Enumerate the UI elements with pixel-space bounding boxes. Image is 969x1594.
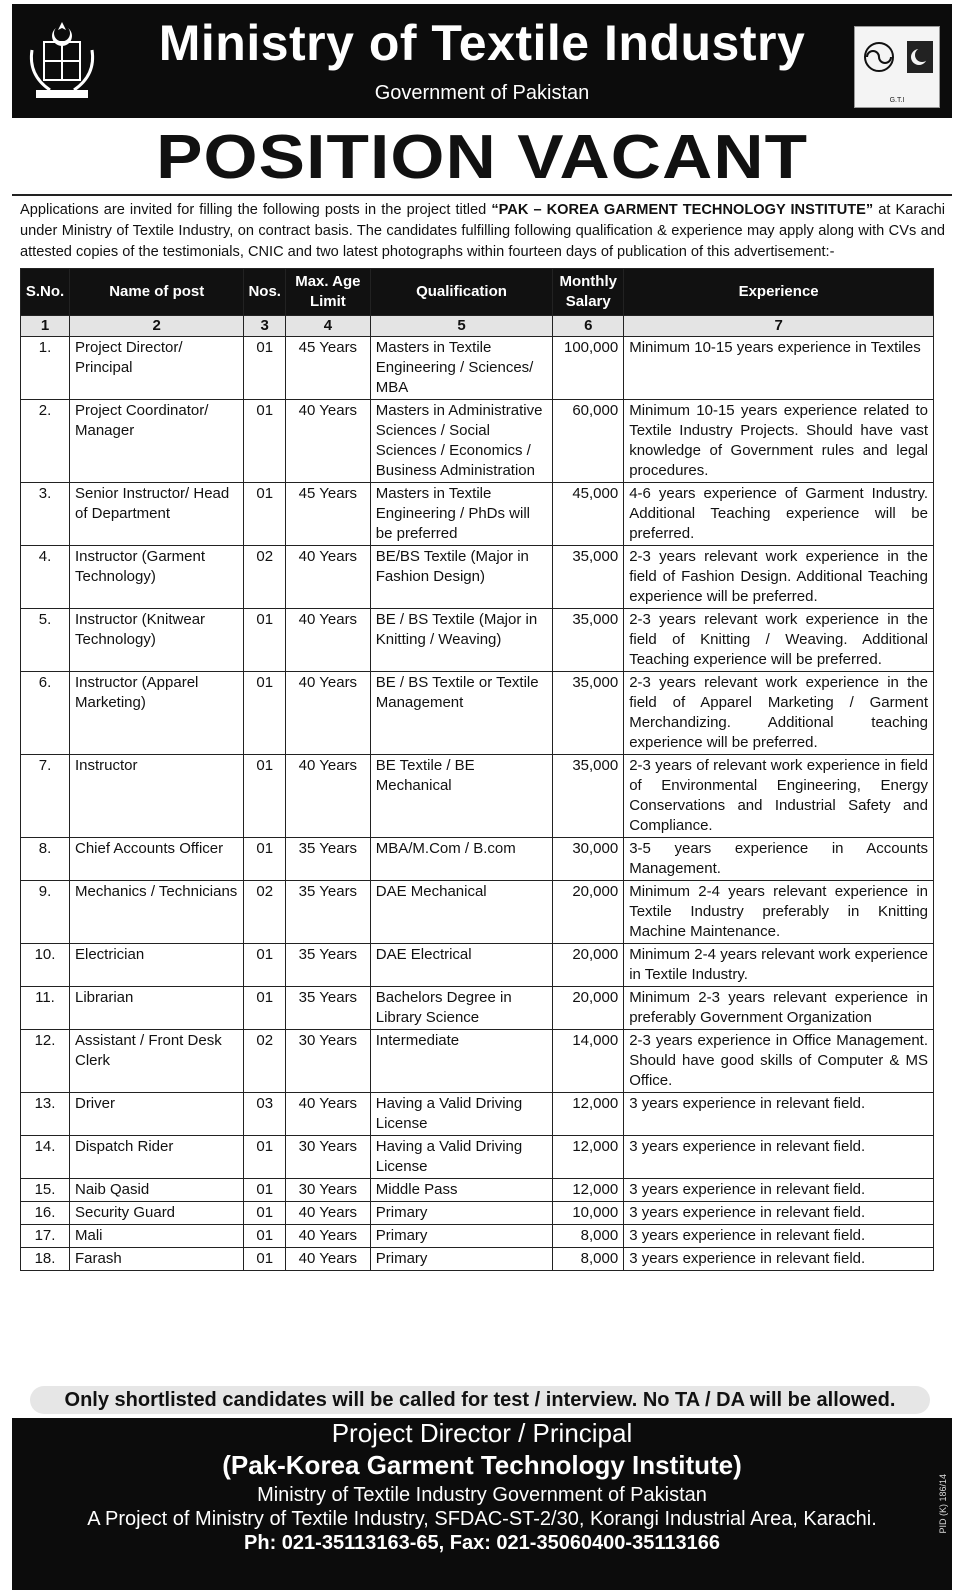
cell-nos: 01 bbox=[244, 755, 286, 838]
cell-post-name: Security Guard bbox=[69, 1202, 243, 1225]
cell-sno: 7. bbox=[21, 755, 70, 838]
cell-age-limit: 35 Years bbox=[285, 838, 370, 881]
cell-salary: 8,000 bbox=[553, 1248, 624, 1271]
col-header-age: Max. Age Limit bbox=[285, 269, 370, 316]
cell-experience: 3 years experience in relevant field. bbox=[624, 1248, 934, 1271]
cell-sno: 2. bbox=[21, 400, 70, 483]
cell-qualification: Primary bbox=[370, 1202, 553, 1225]
intro-text-1: Applications are invited for filling the following posts in the project titled bbox=[20, 202, 492, 218]
cell-sno: 5. bbox=[21, 609, 70, 672]
contact-role: Project Director / Principal bbox=[331, 1418, 633, 1448]
col-header-salary: Monthly Salary bbox=[553, 269, 624, 316]
cell-nos: 01 bbox=[244, 944, 286, 987]
address-line: A Project of Ministry of Textile Industry, SFDAC-ST-2/30, Korangi Industrial Area, Karachi. bbox=[87, 1508, 877, 1530]
cell-qualification: BE / BS Textile (Major in Knitting / Weaving) bbox=[370, 609, 553, 672]
cell-sno: 6. bbox=[21, 672, 70, 755]
cell-experience: 3 years experience in relevant field. bbox=[624, 1202, 934, 1225]
cell-age-limit: 35 Years bbox=[285, 987, 370, 1030]
cell-age-limit: 40 Years bbox=[285, 672, 370, 755]
cell-qualification: Middle Pass bbox=[370, 1179, 553, 1202]
cell-age-limit: 40 Years bbox=[285, 546, 370, 609]
cell-age-limit: 30 Years bbox=[285, 1030, 370, 1093]
cell-experience: 4-6 years experience of Garment Industry. Additional Teaching experience will be preferred. bbox=[624, 483, 934, 546]
cell-qualification: Intermediate bbox=[370, 1030, 553, 1093]
table-row bbox=[21, 546, 934, 609]
cell-salary: 35,000 bbox=[553, 755, 624, 838]
cell-sno: 1. bbox=[21, 337, 70, 400]
col-number: 6 bbox=[553, 316, 624, 337]
table-row bbox=[21, 1179, 934, 1202]
col-header-experience: Experience bbox=[624, 269, 934, 316]
cell-experience: 2-3 years relevant work experience in the field of Knitting / Weaving. Additional Teaching experience will be preferred. bbox=[624, 609, 934, 672]
ministry-line: Ministry of Textile Industry Government of Pakistan bbox=[257, 1484, 707, 1506]
cell-qualification: MBA/M.Com / B.com bbox=[370, 838, 553, 881]
cell-qualification: Masters in Textile Engineering / Sciences/ MBA bbox=[370, 337, 553, 400]
page-subtitle: Government of Pakistan bbox=[374, 82, 590, 104]
cell-post-name: Librarian bbox=[69, 987, 243, 1030]
cell-salary: 20,000 bbox=[553, 944, 624, 987]
banner-text: POSITION VACANT bbox=[155, 123, 809, 192]
cell-sno: 9. bbox=[21, 881, 70, 944]
cell-age-limit: 35 Years bbox=[285, 944, 370, 987]
cell-post-name: Instructor (Knitwear Technology) bbox=[69, 609, 243, 672]
cell-qualification: BE Textile / BE Mechanical bbox=[370, 755, 553, 838]
cell-nos: 02 bbox=[244, 1030, 286, 1093]
cell-post-name: Project Coordinator/ Manager bbox=[69, 400, 243, 483]
table-row bbox=[21, 755, 934, 838]
cell-nos: 01 bbox=[244, 1202, 286, 1225]
cell-sno: 4. bbox=[21, 546, 70, 609]
cell-post-name: Senior Instructor/ Head of Department bbox=[69, 483, 243, 546]
cell-salary: 20,000 bbox=[553, 881, 624, 944]
cell-nos: 03 bbox=[244, 1093, 286, 1136]
table-row bbox=[21, 400, 934, 483]
cell-nos: 01 bbox=[244, 1248, 286, 1271]
cell-qualification: Masters in Textile Engineering / PhDs will be preferred bbox=[370, 483, 553, 546]
cell-salary: 8,000 bbox=[553, 1225, 624, 1248]
cell-age-limit: 40 Years bbox=[285, 400, 370, 483]
cell-age-limit: 45 Years bbox=[285, 337, 370, 400]
cell-qualification: BE/BS Textile (Major in Fashion Design) bbox=[370, 546, 553, 609]
table-row bbox=[21, 944, 934, 987]
cell-nos: 01 bbox=[244, 400, 286, 483]
cell-salary: 12,000 bbox=[553, 1179, 624, 1202]
cell-qualification: Masters in Administrative Sciences / Social Sciences / Economics / Business Administration bbox=[370, 400, 553, 483]
posts-table bbox=[20, 268, 934, 1271]
table-row bbox=[21, 483, 934, 546]
cell-sno: 14. bbox=[21, 1136, 70, 1179]
cell-experience: Minimum 10-15 years experience related to Textile Industry Projects. Should have vast knowledge of Government rules and legal procedures. bbox=[624, 400, 934, 483]
table-row bbox=[21, 987, 934, 1030]
col-header-nos: Nos. bbox=[244, 269, 286, 316]
cell-sno: 11. bbox=[21, 987, 70, 1030]
col-header-qualification: Qualification bbox=[370, 269, 553, 316]
col-number: 2 bbox=[69, 316, 243, 337]
table-row bbox=[21, 609, 934, 672]
cell-nos: 01 bbox=[244, 483, 286, 546]
col-header-sno: S.No. bbox=[21, 269, 70, 316]
cell-experience: 3 years experience in relevant field. bbox=[624, 1136, 934, 1179]
cell-post-name: Mali bbox=[69, 1225, 243, 1248]
cell-qualification: BE / BS Textile or Textile Management bbox=[370, 672, 553, 755]
cell-salary: 100,000 bbox=[553, 337, 624, 400]
intro-paragraph bbox=[20, 200, 945, 263]
table-row bbox=[21, 672, 934, 755]
cell-post-name: Mechanics / Technicians bbox=[69, 881, 243, 944]
cell-nos: 01 bbox=[244, 1179, 286, 1202]
cell-post-name: Naib Qasid bbox=[69, 1179, 243, 1202]
cell-age-limit: 40 Years bbox=[285, 1248, 370, 1271]
cell-post-name: Instructor bbox=[69, 755, 243, 838]
table-row bbox=[21, 1136, 934, 1179]
column-number-row bbox=[21, 316, 934, 337]
cell-qualification: Primary bbox=[370, 1225, 553, 1248]
cell-experience: 2-3 years relevant work experience in the field of Fashion Design. Additional Teaching experience will be preferred. bbox=[624, 546, 934, 609]
cell-qualification: DAE Electrical bbox=[370, 944, 553, 987]
cell-age-limit: 40 Years bbox=[285, 1093, 370, 1136]
col-number: 4 bbox=[285, 316, 370, 337]
col-number: 7 bbox=[624, 316, 934, 337]
cell-nos: 01 bbox=[244, 1225, 286, 1248]
cell-post-name: Farash bbox=[69, 1248, 243, 1271]
cell-age-limit: 35 Years bbox=[285, 881, 370, 944]
table-row bbox=[21, 838, 934, 881]
cell-salary: 12,000 bbox=[553, 1093, 624, 1136]
cell-post-name: Driver bbox=[69, 1093, 243, 1136]
cell-post-name: Project Director/ Principal bbox=[69, 337, 243, 400]
cell-sno: 18. bbox=[21, 1248, 70, 1271]
cell-post-name: Chief Accounts Officer bbox=[69, 838, 243, 881]
cell-experience: 3-5 years experience in Accounts Management. bbox=[624, 838, 934, 881]
cell-sno: 17. bbox=[21, 1225, 70, 1248]
gti-logo bbox=[854, 26, 940, 108]
cell-sno: 13. bbox=[21, 1093, 70, 1136]
cell-salary: 10,000 bbox=[553, 1202, 624, 1225]
cell-post-name: Instructor (Garment Technology) bbox=[69, 546, 243, 609]
flags-icon bbox=[855, 27, 939, 89]
intro-text-2: at Karachi under Ministry of Textile Industry, on contract basis. The candidates fulfilling following qualification & experience may apply along with CVs and attested copies of the testimonials, CNIC and two latest photographs within fourteen days of publication of this advertisement:- bbox=[20, 202, 945, 260]
cell-experience: 3 years experience in relevant field. bbox=[624, 1179, 934, 1202]
col-number: 1 bbox=[21, 316, 70, 337]
cell-sno: 8. bbox=[21, 838, 70, 881]
cell-experience: Minimum 2-3 years relevant experience in preferably Government Organization bbox=[624, 987, 934, 1030]
cell-nos: 01 bbox=[244, 609, 286, 672]
col-number: 3 bbox=[244, 316, 286, 337]
cell-salary: 30,000 bbox=[553, 838, 624, 881]
pid-code: PID (K) 186/14 bbox=[938, 1474, 948, 1534]
cell-age-limit: 45 Years bbox=[285, 483, 370, 546]
position-vacant-banner bbox=[12, 122, 952, 196]
col-header-name: Name of post bbox=[69, 269, 243, 316]
cell-sno: 16. bbox=[21, 1202, 70, 1225]
cell-age-limit: 40 Years bbox=[285, 609, 370, 672]
header bbox=[12, 4, 952, 118]
cell-salary: 35,000 bbox=[553, 609, 624, 672]
table-row bbox=[21, 1248, 934, 1271]
cell-nos: 01 bbox=[244, 1136, 286, 1179]
page-title: Ministry of Textile Industry bbox=[158, 15, 806, 71]
cell-sno: 15. bbox=[21, 1179, 70, 1202]
cell-age-limit: 40 Years bbox=[285, 1225, 370, 1248]
cell-experience: Minimum 2-4 years relevant work experience in Textile Industry. bbox=[624, 944, 934, 987]
footnote: Only shortlisted candidates will be called for test / interview. No TA / DA will be allowed. bbox=[30, 1386, 930, 1414]
cell-nos: 01 bbox=[244, 838, 286, 881]
col-number: 5 bbox=[370, 316, 553, 337]
cell-age-limit: 30 Years bbox=[285, 1179, 370, 1202]
table-row bbox=[21, 337, 934, 400]
table-row bbox=[21, 1093, 934, 1136]
table-row bbox=[21, 1202, 934, 1225]
cell-sno: 10. bbox=[21, 944, 70, 987]
cell-qualification: Bachelors Degree in Library Science bbox=[370, 987, 553, 1030]
institute-name: (Pak-Korea Garment Technology Institute) bbox=[222, 1450, 742, 1480]
table-row bbox=[21, 1030, 934, 1093]
table-header-row bbox=[21, 269, 934, 316]
cell-experience: 3 years experience in relevant field. bbox=[624, 1093, 934, 1136]
table-row bbox=[21, 1225, 934, 1248]
cell-salary: 60,000 bbox=[553, 400, 624, 483]
phone-fax-line: Ph: 021-35113163-65, Fax: 021-35060400-35113166 bbox=[244, 1532, 720, 1554]
cell-experience: 2-3 years experience in Office Management. Should have good skills of Computer & MS Office. bbox=[624, 1030, 934, 1093]
intro-project-title: “PAK – KOREA GARMENT TECHNOLOGY INSTITUTE” bbox=[491, 202, 874, 218]
table-row bbox=[21, 881, 934, 944]
cell-post-name: Dispatch Rider bbox=[69, 1136, 243, 1179]
cell-salary: 12,000 bbox=[553, 1136, 624, 1179]
cell-salary: 45,000 bbox=[553, 483, 624, 546]
cell-experience: Minimum 2-4 years relevant experience in Textile Industry preferably in Knitting Machine Maintenance. bbox=[624, 881, 934, 944]
cell-age-limit: 30 Years bbox=[285, 1136, 370, 1179]
cell-salary: 35,000 bbox=[553, 672, 624, 755]
cell-nos: 02 bbox=[244, 546, 286, 609]
cell-age-limit: 40 Years bbox=[285, 755, 370, 838]
cell-experience: Minimum 10-15 years experience in Textiles bbox=[624, 337, 934, 400]
cell-post-name: Electrician bbox=[69, 944, 243, 987]
cell-qualification: Having a Valid Driving License bbox=[370, 1136, 553, 1179]
cell-nos: 01 bbox=[244, 987, 286, 1030]
cell-post-name: Assistant / Front Desk Clerk bbox=[69, 1030, 243, 1093]
gti-logo-text: G.T.I bbox=[889, 97, 905, 104]
cell-nos: 02 bbox=[244, 881, 286, 944]
cell-experience: 3 years experience in relevant field. bbox=[624, 1225, 934, 1248]
cell-salary: 35,000 bbox=[553, 546, 624, 609]
cell-nos: 01 bbox=[244, 337, 286, 400]
cell-experience: 2-3 years relevant work experience in the field of Apparel Marketing / Garment Merchandizing. Additional teaching experience will be preferred. bbox=[624, 672, 934, 755]
cell-qualification: Primary bbox=[370, 1248, 553, 1271]
footer bbox=[12, 1418, 952, 1590]
cell-salary: 20,000 bbox=[553, 987, 624, 1030]
cell-experience: 2-3 years of relevant work experience in field of Environmental Engineering, Energy Conservations and Industrial Safety and Compliance. bbox=[624, 755, 934, 838]
cell-sno: 3. bbox=[21, 483, 70, 546]
cell-salary: 14,000 bbox=[553, 1030, 624, 1093]
cell-age-limit: 40 Years bbox=[285, 1202, 370, 1225]
cell-qualification: DAE Mechanical bbox=[370, 881, 553, 944]
cell-qualification: Having a Valid Driving License bbox=[370, 1093, 553, 1136]
cell-sno: 12. bbox=[21, 1030, 70, 1093]
cell-nos: 01 bbox=[244, 672, 286, 755]
cell-post-name: Instructor (Apparel Marketing) bbox=[69, 672, 243, 755]
